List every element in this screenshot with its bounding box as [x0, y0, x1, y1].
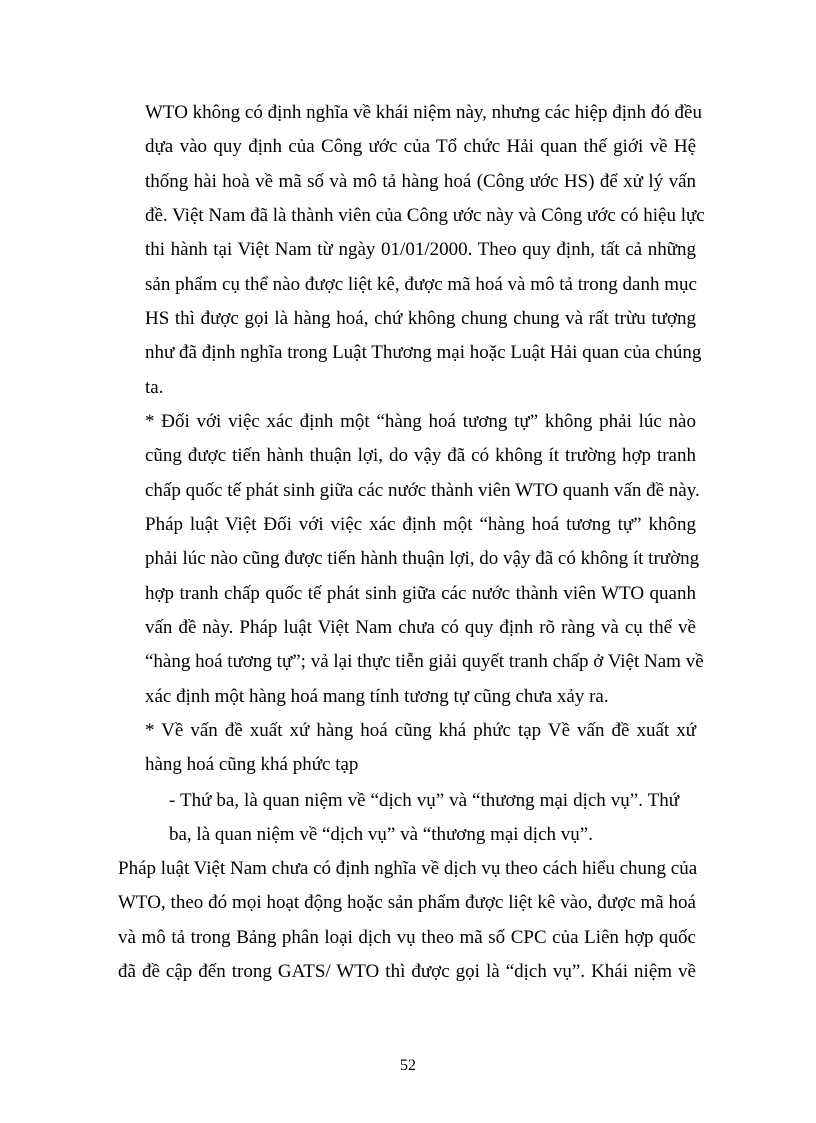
text-line: phải lúc nào cũng được tiến hành thuận lợi, do vậy đã có không ít trường — [145, 548, 700, 569]
text-line: xác định một hàng hoá mang tính tương tự cũng chưa xảy ra. — [145, 686, 609, 707]
text-line: HS thì được gọi là hàng hoá, chứ không chung chung và rất trừu tượng — [145, 308, 696, 329]
text-line: đã đề cập đến trong GATS/ WTO thì được gọi là “dịch vụ”. Khái niệm về — [118, 961, 696, 982]
text-line: hợp tranh chấp quốc tế phát sinh giữa các nước thành viên WTO quanh — [145, 583, 696, 604]
text-line: Pháp luật Việt Đối với việc xác định một “hàng hoá tương tự” không — [145, 514, 696, 535]
text-line: thi hành tại Việt Nam từ ngày 01/01/2000. Theo quy định, tất cả những — [145, 239, 696, 260]
text-line: sản phẩm cụ thể nào được liệt kê, được mã hoá và mô tả trong danh mục — [145, 274, 697, 295]
text-line: Pháp luật Việt Nam chưa có định nghĩa về dịch vụ theo cách hiểu chung của — [118, 858, 698, 879]
text-line: và mô tả trong Bảng phân loại dịch vụ theo mã số CPC của Liên hợp quốc — [118, 927, 696, 948]
text-line: * Đối với việc xác định một “hàng hoá tương tự” không phải lúc nào — [145, 411, 696, 432]
text-line: ta. — [145, 377, 164, 398]
page-number: 52 — [400, 1057, 416, 1074]
text-line: WTO, theo đó mọi hoạt động hoặc sản phẩm được liệt kê vào, được mã hoá — [118, 892, 696, 913]
text-line: hàng hoá cũng khá phức tạp — [145, 754, 359, 775]
text-line: cũng được tiến hành thuận lợi, do vậy đã có không ít trường hợp tranh — [145, 445, 696, 466]
text-line: dựa vào quy định của Công ước của Tổ chức Hải quan thế giới về Hệ — [145, 136, 696, 157]
text-line: ba, là quan niệm về “dịch vụ” và “thương mại dịch vụ”. — [169, 824, 593, 845]
text-line: đề. Việt Nam đã là thành viên của Công ước này và Công ước có hiệu lực — [145, 205, 705, 226]
text-line: thống hài hoà về mã số và mô tả hàng hoá (Công ước HS) để xử lý vấn — [145, 171, 696, 192]
text-line: - Thứ ba, là quan niệm về “dịch vụ” và “thương mại dịch vụ”. Thứ — [169, 790, 679, 811]
text-line: WTO không có định nghĩa về khái niệm này, nhưng các hiệp định đó đều — [145, 102, 702, 123]
text-line: * Về vấn đề xuất xứ hàng hoá cũng khá phức tạp Về vấn đề xuất xứ — [145, 720, 696, 741]
text-line: vấn đề này. Pháp luật Việt Nam chưa có quy định rõ ràng và cụ thể về — [145, 617, 696, 638]
text-line: “hàng hoá tương tự”; vả lại thực tiễn giải quyết tranh chấp ở Việt Nam về — [145, 651, 704, 672]
text-line: chấp quốc tế phát sinh giữa các nước thành viên WTO quanh vấn đề này. — [145, 480, 700, 501]
text-line: như đã định nghĩa trong Luật Thương mại hoặc Luật Hải quan của chúng — [145, 342, 702, 363]
